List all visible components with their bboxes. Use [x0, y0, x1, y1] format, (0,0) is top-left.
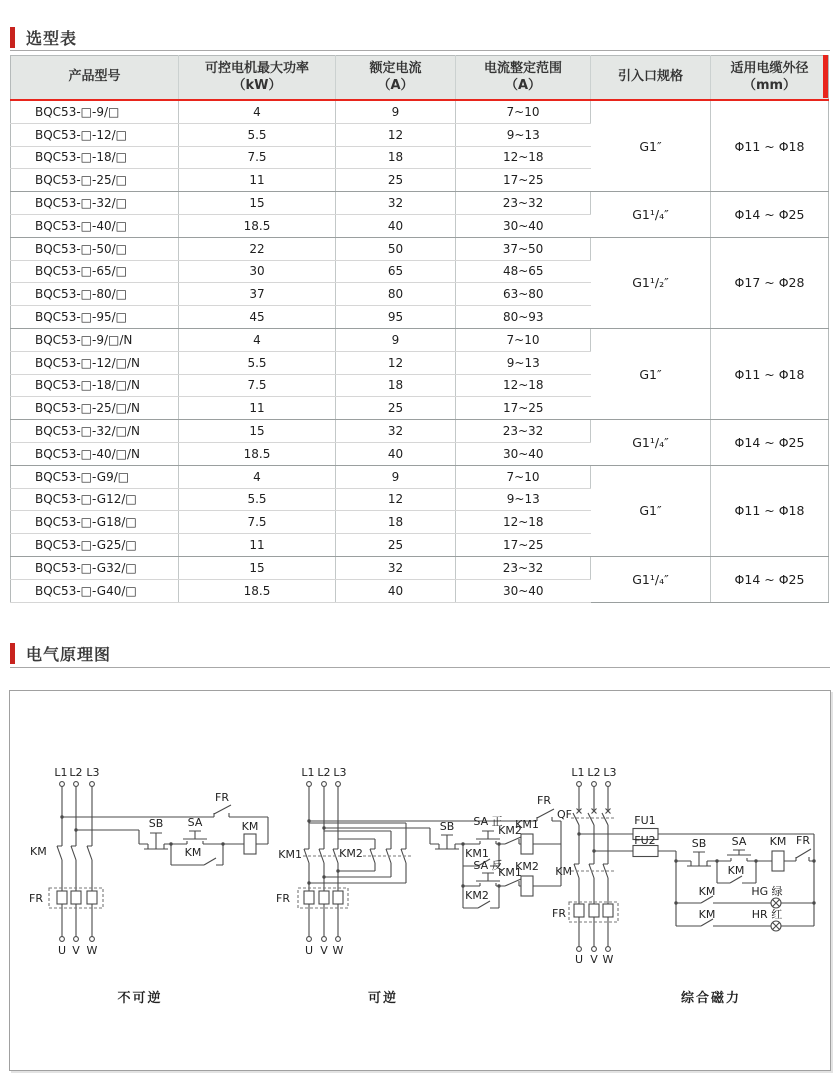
- header-unit: （kW）: [232, 77, 282, 93]
- header-right-red-bar: [823, 55, 828, 98]
- diagram-reversible: [276, 766, 561, 1006]
- table-row: [11, 420, 829, 443]
- cell-current: 18: [336, 511, 456, 534]
- cell-range: 30~40: [456, 442, 591, 465]
- km1-nc-label: KM1: [498, 866, 522, 879]
- cell-current: 18: [336, 146, 456, 169]
- cell-range: 7~10: [456, 100, 591, 123]
- phase-label: L3: [603, 766, 617, 779]
- diagram-caption: 不可逆: [117, 991, 163, 1006]
- table-row: [11, 465, 829, 488]
- cell-range: 48~65: [456, 260, 591, 283]
- forward-button-label: SA 正: [473, 815, 503, 828]
- cell-range: 9~13: [456, 351, 591, 374]
- cell-range: 17~25: [456, 397, 591, 420]
- cell-model: BQC53-□-G32/□: [11, 556, 179, 579]
- cell-inlet: G1″: [591, 328, 711, 419]
- cell-current: 9: [336, 465, 456, 488]
- green-lamp-label: HG 绿: [751, 885, 783, 898]
- header-unit: （mm）: [742, 77, 797, 93]
- cell-range: 23~32: [456, 420, 591, 443]
- km-contact-label: KM: [555, 865, 572, 878]
- circuit-diagrams-svg: [10, 691, 830, 1070]
- section-title-text: 电气原理图: [26, 645, 112, 664]
- km2-nc-label: KM2: [498, 824, 522, 837]
- red-accent-bar: [10, 643, 15, 664]
- output-label: V: [72, 944, 80, 957]
- cell-inlet: G1¹/₂″: [591, 237, 711, 328]
- cell-model: BQC53-□-80/□: [11, 283, 179, 306]
- col-header-inlet: [591, 56, 711, 101]
- km-contact-label: KM: [30, 845, 47, 858]
- km-red-contact-label: KM: [698, 908, 716, 921]
- header-unit: （A）: [377, 77, 414, 93]
- cell-cable: Φ11 ~ Φ18: [711, 465, 829, 556]
- fr-contact-label: FR: [537, 794, 551, 807]
- cell-inlet: G1¹/₄″: [591, 556, 711, 602]
- cell-range: 7~10: [456, 465, 591, 488]
- cell-model: BQC53-□-40/□: [11, 214, 179, 237]
- cell-current: 25: [336, 169, 456, 192]
- table-row: [11, 192, 829, 215]
- section-divider: [10, 667, 830, 668]
- cell-current: 65: [336, 260, 456, 283]
- cell-power: 45: [179, 306, 336, 329]
- cell-current: 12: [336, 351, 456, 374]
- cell-power: 22: [179, 237, 336, 260]
- cell-model: BQC53-□-12/□: [11, 123, 179, 146]
- col-header-model: [11, 56, 179, 101]
- reverse-button-label: SA 反: [473, 859, 503, 872]
- table-row: [11, 237, 829, 260]
- cell-current: 9: [336, 328, 456, 351]
- cell-power: 15: [179, 192, 336, 215]
- cell-current: 50: [336, 237, 456, 260]
- cell-range: 12~18: [456, 374, 591, 397]
- cell-range: 7~10: [456, 328, 591, 351]
- cell-range: 17~25: [456, 169, 591, 192]
- cell-range: 80~93: [456, 306, 591, 329]
- cell-cable: Φ14 ~ Φ25: [711, 192, 829, 238]
- cell-inlet: G1″: [591, 100, 711, 192]
- fr-relay-label: FR: [552, 907, 566, 920]
- section-selection-title: [10, 26, 77, 49]
- fr-contact-label: FR: [796, 834, 810, 847]
- cell-model: BQC53-□-95/□: [11, 306, 179, 329]
- cell-current: 25: [336, 397, 456, 420]
- header-line: 适用电缆外径: [730, 61, 809, 77]
- output-label: W: [86, 944, 98, 957]
- cell-model: BQC53-□-G12/□: [11, 488, 179, 511]
- fr-contact-label: FR: [215, 791, 229, 804]
- cell-current: 32: [336, 192, 456, 215]
- cell-power: 37: [179, 283, 336, 306]
- phase-label: L1: [571, 766, 585, 779]
- cell-model: BQC53-□-G9/□: [11, 465, 179, 488]
- stop-button-label: SB: [439, 820, 455, 833]
- header-line: 可控电机最大功率: [204, 61, 309, 77]
- cell-model: BQC53-□-G25/□: [11, 534, 179, 557]
- cell-power: 7.5: [179, 374, 336, 397]
- schematic-box: [9, 690, 831, 1071]
- cell-inlet: G1¹/₄″: [591, 420, 711, 466]
- km-coil-label: KM: [769, 835, 787, 848]
- cell-current: 12: [336, 123, 456, 146]
- cell-power: 11: [179, 397, 336, 420]
- km2-aux-label: KM2: [465, 889, 489, 902]
- cell-current: 40: [336, 214, 456, 237]
- cell-range: 37~50: [456, 237, 591, 260]
- cell-model: BQC53-□-32/□/N: [11, 420, 179, 443]
- cell-power: 7.5: [179, 146, 336, 169]
- cell-current: 32: [336, 420, 456, 443]
- header-line: 产品型号: [68, 69, 121, 85]
- cell-current: 32: [336, 556, 456, 579]
- cell-model: BQC53-□-25/□: [11, 169, 179, 192]
- table-row: [11, 328, 829, 351]
- cell-range: 63~80: [456, 283, 591, 306]
- cell-model: BQC53-□-40/□/N: [11, 442, 179, 465]
- fuse1-label: FU1: [634, 814, 656, 827]
- header-line: 引入口规格: [617, 69, 683, 85]
- stop-button-label: SB: [148, 817, 164, 830]
- cell-power: 30: [179, 260, 336, 283]
- cell-range: 9~13: [456, 123, 591, 146]
- phase-label: L2: [69, 766, 83, 779]
- section-title-text: 选型表: [26, 29, 78, 48]
- cell-inlet: G1¹/₄″: [591, 192, 711, 238]
- diagram-caption: 综合磁力: [680, 991, 742, 1006]
- col-header-power: [179, 56, 336, 101]
- col-header-current: [336, 56, 456, 101]
- km2-contact-label: KM2: [339, 847, 363, 860]
- col-header-range: [456, 56, 591, 101]
- header-unit: （A）: [504, 77, 542, 93]
- km1-coil-label: KM1: [515, 818, 539, 831]
- cell-power: 18.5: [179, 214, 336, 237]
- cell-cable: Φ14 ~ Φ25: [711, 556, 829, 602]
- cell-current: 25: [336, 534, 456, 557]
- cell-model: BQC53-□-G40/□: [11, 579, 179, 602]
- start-button-label: SA: [731, 835, 747, 848]
- cell-model: BQC53-□-50/□: [11, 237, 179, 260]
- cell-cable: Φ11 ~ Φ18: [711, 328, 829, 419]
- cell-current: 9: [336, 100, 456, 123]
- diagram-nonreversible: [29, 766, 268, 1006]
- header-line: 电流整定范围: [483, 61, 562, 77]
- cell-power: 4: [179, 328, 336, 351]
- output-label: W: [602, 953, 614, 966]
- cell-current: 40: [336, 442, 456, 465]
- cell-power: 11: [179, 534, 336, 557]
- cell-model: BQC53-□-G18/□: [11, 511, 179, 534]
- km1-aux-label: KM1: [465, 847, 489, 860]
- cell-range: 30~40: [456, 579, 591, 602]
- cell-model: BQC53-□-9/□: [11, 100, 179, 123]
- phase-label: L1: [54, 766, 68, 779]
- fuse2-label: FU2: [634, 834, 656, 847]
- cell-range: 23~32: [456, 192, 591, 215]
- red-lamp-label: HR 红: [751, 908, 783, 921]
- cell-model: BQC53-□-18/□/N: [11, 374, 179, 397]
- diagram-combined-magnetic: [552, 766, 816, 1006]
- cell-cable: Φ11 ~ Φ18: [711, 100, 829, 192]
- phase-label: L2: [317, 766, 331, 779]
- cell-inlet: G1″: [591, 465, 711, 556]
- phase-label: L3: [333, 766, 347, 779]
- output-label: V: [590, 953, 598, 966]
- cell-power: 18.5: [179, 442, 336, 465]
- phase-label: L2: [587, 766, 601, 779]
- cell-model: BQC53-□-65/□: [11, 260, 179, 283]
- cell-cable: Φ14 ~ Φ25: [711, 420, 829, 466]
- cell-range: 30~40: [456, 214, 591, 237]
- km-coil-label: KM: [241, 820, 259, 833]
- cell-range: 23~32: [456, 556, 591, 579]
- cell-current: 80: [336, 283, 456, 306]
- cell-power: 4: [179, 465, 336, 488]
- table-header: [11, 56, 829, 101]
- start-button-label: SA: [187, 816, 203, 829]
- cell-model: BQC53-□-25/□/N: [11, 397, 179, 420]
- cell-current: 40: [336, 579, 456, 602]
- km2-coil-label: KM2: [515, 860, 539, 873]
- table-row: [11, 100, 829, 123]
- cell-model: BQC53-□-12/□/N: [11, 351, 179, 374]
- cell-current: 12: [336, 488, 456, 511]
- qf-breaker-label: QF: [557, 808, 572, 821]
- km-aux-label: KM: [184, 846, 202, 859]
- diagram-caption: 可逆: [367, 991, 399, 1006]
- cell-power: 4: [179, 100, 336, 123]
- output-label: U: [304, 944, 314, 957]
- selection-table: [10, 55, 829, 603]
- cell-range: 12~18: [456, 511, 591, 534]
- header-line: 额定电流: [369, 61, 422, 77]
- cell-current: 18: [336, 374, 456, 397]
- output-label: U: [57, 944, 67, 957]
- cell-power: 5.5: [179, 488, 336, 511]
- cell-range: 17~25: [456, 534, 591, 557]
- cell-model: BQC53-□-18/□: [11, 146, 179, 169]
- cell-power: 5.5: [179, 123, 336, 146]
- cell-current: 95: [336, 306, 456, 329]
- cell-range: 9~13: [456, 488, 591, 511]
- cell-power: 15: [179, 556, 336, 579]
- col-header-cable: [711, 56, 829, 101]
- cell-range: 12~18: [456, 146, 591, 169]
- cell-cable: Φ17 ~ Φ28: [711, 237, 829, 328]
- cell-power: 11: [179, 169, 336, 192]
- table-row: [11, 556, 829, 579]
- fr-relay-label: FR: [29, 892, 43, 905]
- section-schematic-title: [10, 642, 111, 665]
- section-divider: [10, 50, 830, 51]
- cell-power: 7.5: [179, 511, 336, 534]
- km1-contact-label: KM1: [278, 848, 302, 861]
- cell-power: 15: [179, 420, 336, 443]
- cell-power: 5.5: [179, 351, 336, 374]
- km-aux-label: KM: [727, 864, 745, 877]
- table-body: [11, 100, 829, 602]
- cell-model: BQC53-□-32/□: [11, 192, 179, 215]
- output-label: U: [574, 953, 584, 966]
- phase-label: L3: [86, 766, 100, 779]
- stop-button-label: SB: [691, 837, 707, 850]
- selection-table-wrap: [10, 55, 828, 598]
- km-green-contact-label: KM: [698, 885, 716, 898]
- red-accent-bar: [10, 27, 15, 48]
- cell-power: 18.5: [179, 579, 336, 602]
- output-label: W: [332, 944, 344, 957]
- cell-model: BQC53-□-9/□/N: [11, 328, 179, 351]
- header-row: [11, 56, 829, 101]
- fr-relay-label: FR: [276, 892, 290, 905]
- phase-label: L1: [301, 766, 315, 779]
- output-label: V: [320, 944, 328, 957]
